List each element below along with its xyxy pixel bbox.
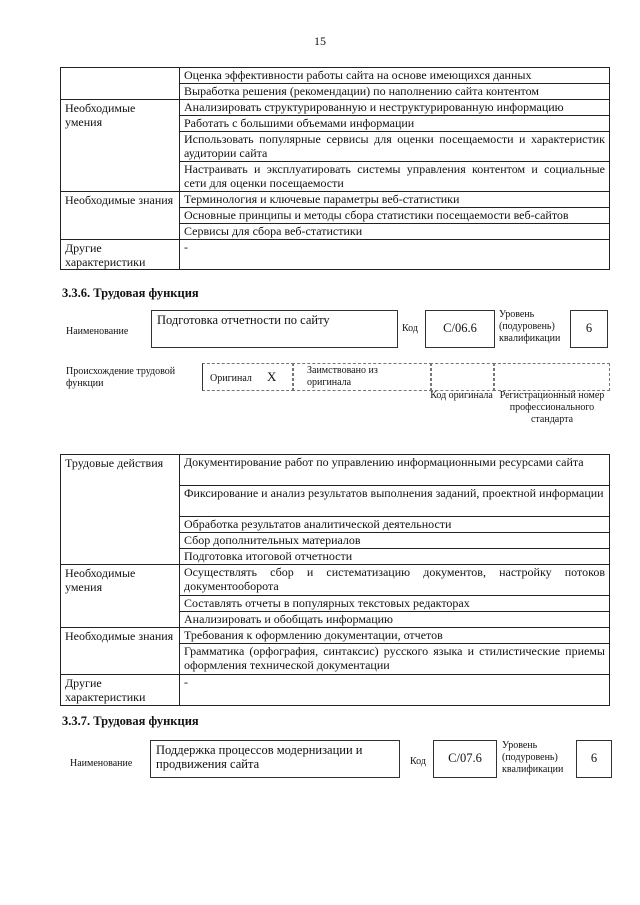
table-cell: Подготовка итоговой отчетности — [180, 549, 610, 565]
table-cell: Обработка результатов аналитической деятельности — [180, 517, 610, 533]
table-cell: Работать с большими объемами информации — [180, 116, 610, 132]
table-cell: Использовать популярные сервисы для оценки посещаемости и характеристик аудитории сайта — [180, 132, 610, 162]
row-label-knowledge: Необходимые знания — [61, 628, 180, 675]
row-label-actions: Трудовые действия — [61, 455, 180, 565]
name-value: Поддержка процессов модернизации и продвижения сайта — [156, 743, 363, 771]
code-box — [425, 310, 495, 348]
row-label-skills: Необходимые умения — [61, 565, 180, 628]
table-cell: Настраивать и эксплуатировать системы управления контентом и социальные сети для оценки посещаемости — [180, 162, 610, 192]
table-cell: Анализировать структурированную и неструктурированную информацию — [180, 100, 610, 116]
level-value: 6 — [585, 321, 593, 335]
row-label — [61, 68, 180, 100]
level-label: Уровень (подуровень) квалификации — [499, 309, 561, 344]
level-box — [576, 740, 612, 778]
table-cell: - — [180, 240, 610, 270]
table-cell: Анализировать и обобщать информацию — [180, 612, 610, 628]
origin-label: Происхождение трудовой функции — [66, 366, 176, 389]
table-cell: Грамматика (орфография, синтаксис) русского языка и стилистические приемы оформления технической документации — [180, 644, 610, 675]
table-cell: Оценка эффективности работы сайта на основе имеющихся данных — [180, 68, 610, 84]
code-label: Код — [402, 323, 418, 334]
code-label: Код — [410, 756, 426, 767]
section-title-336: 3.3.6. Трудовая функция — [62, 286, 199, 300]
orig-code-caption: Код оригинала — [430, 390, 493, 401]
table-cell: - — [180, 675, 610, 706]
table-cell: Сервисы для сбора веб-статистики — [180, 224, 610, 240]
borrowed-cell — [292, 363, 432, 391]
section-title-337: 3.3.7. Трудовая функция — [62, 714, 199, 728]
level-value: 6 — [590, 751, 598, 765]
table-cell: Сбор дополнительных материалов — [180, 533, 610, 549]
row-label-skills: Необходимые умения — [61, 100, 180, 192]
table-cell: Составлять отчеты в популярных текстовых редакторах — [180, 596, 610, 612]
name-label: Наименование — [66, 326, 129, 337]
table-cell: Терминология и ключевые параметры веб-статистики — [180, 192, 610, 208]
row-label-other: Другие характеристики — [61, 675, 180, 706]
code-value: C/06.6 — [443, 321, 477, 335]
page-number: 15 — [314, 34, 326, 48]
reg-num-caption: Регистрационный номер профессионального стандарта — [499, 390, 605, 425]
table-cell: Осуществлять сбор и систематизацию документов, настройку потоков документооборота — [180, 565, 610, 596]
name-label: Наименование — [70, 758, 133, 769]
row-label-knowledge: Необходимые знания — [61, 192, 180, 240]
name-value: Подготовка отчетности по сайту — [157, 313, 330, 327]
table-cell: Фиксирование и анализ результатов выполнения заданий, проектной информации — [180, 486, 610, 517]
skills-table-continued — [60, 67, 610, 270]
reg-num-cell — [493, 363, 610, 391]
orig-code-cell — [430, 363, 495, 391]
name-box — [150, 740, 400, 778]
row-label-other: Другие характеристики — [61, 240, 180, 270]
original-cell — [202, 363, 294, 391]
table-cell: Документирование работ по управлению информационными ресурсами сайта — [180, 455, 610, 486]
code-value: C/07.6 — [448, 751, 482, 765]
table-cell: Основные принципы и методы сбора статистики посещаемости веб-сайтов — [180, 208, 610, 224]
borrowed-label: Заимствовано из оригинала — [307, 365, 378, 388]
code-box — [433, 740, 497, 778]
name-box — [151, 310, 398, 348]
level-box — [570, 310, 608, 348]
function-336-table — [60, 454, 610, 706]
original-mark: X — [267, 369, 277, 384]
level-label: Уровень (подуровень) квалификации — [502, 740, 564, 775]
table-cell: Требования к оформлению документации, отчетов — [180, 628, 610, 644]
original-label: Оригинал — [210, 373, 252, 384]
table-cell: Выработка решения (рекомендации) по наполнению сайта контентом — [180, 84, 610, 100]
